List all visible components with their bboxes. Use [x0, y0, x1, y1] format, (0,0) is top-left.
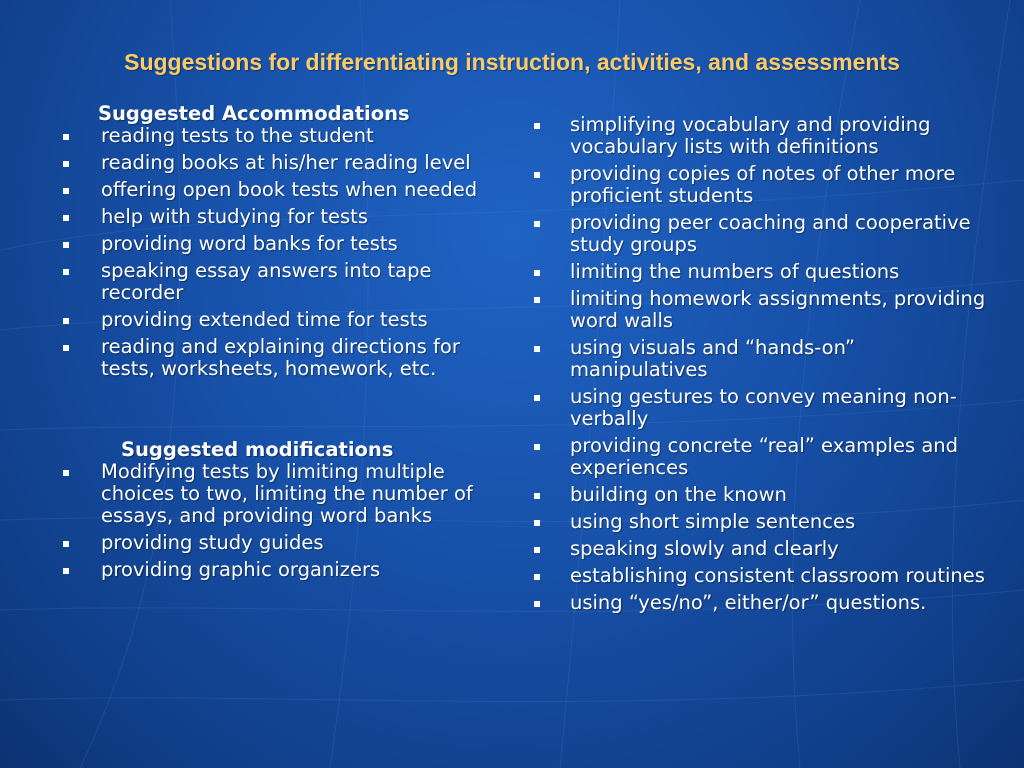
list-item: using gestures to convey meaning non-verbally	[526, 386, 986, 430]
list-item: providing concrete “real” examples and experiences	[526, 435, 986, 479]
list-item: establishing consistent classroom routines	[526, 565, 986, 587]
list-item: providing copies of notes of other more proficient students	[526, 163, 986, 207]
square-bullet-icon	[534, 172, 540, 178]
square-bullet-icon	[63, 215, 69, 221]
square-bullet-icon	[534, 547, 540, 553]
list-item: simplifying vocabulary and providing vocabulary lists with definitions	[526, 114, 986, 158]
right-column	[526, 114, 986, 619]
square-bullet-icon	[63, 188, 69, 194]
list-item: providing study guides	[55, 532, 505, 554]
list-item: limiting homework assignments, providing word walls	[526, 288, 986, 332]
list-item: reading books at his/her reading level	[55, 152, 505, 174]
list-item: providing word banks for tests	[55, 233, 505, 255]
left-column	[55, 103, 505, 586]
square-bullet-icon	[534, 493, 540, 499]
square-bullet-icon	[534, 221, 540, 227]
accommodations-list	[55, 125, 505, 380]
modifications-heading: Suggested modifications	[121, 438, 394, 461]
square-bullet-icon	[63, 134, 69, 140]
list-item: providing graphic organizers	[55, 559, 505, 581]
square-bullet-icon	[63, 345, 69, 351]
square-bullet-icon	[534, 601, 540, 607]
strategies-list	[526, 114, 986, 614]
square-bullet-icon	[63, 568, 69, 574]
square-bullet-icon	[534, 444, 540, 450]
list-item: building on the known	[526, 484, 986, 506]
square-bullet-icon	[63, 318, 69, 324]
square-bullet-icon	[63, 269, 69, 275]
list-item: help with studying for tests	[55, 206, 505, 228]
list-item: using “yes/no”, either/or” questions.	[526, 592, 986, 614]
square-bullet-icon	[534, 520, 540, 526]
square-bullet-icon	[534, 297, 540, 303]
list-item: speaking slowly and clearly	[526, 538, 986, 560]
list-item: Modifying tests by limiting multiple choices to two, limiting the number of essays, and providing word banks	[55, 461, 505, 527]
accommodations-heading: Suggested Accommodations	[98, 102, 410, 125]
square-bullet-icon	[534, 574, 540, 580]
list-item: offering open book tests when needed	[55, 179, 505, 201]
list-item: speaking essay answers into tape recorder	[55, 260, 505, 304]
square-bullet-icon	[534, 270, 540, 276]
square-bullet-icon	[534, 346, 540, 352]
square-bullet-icon	[63, 161, 69, 167]
slide-title: Suggestions for differentiating instruction, activities, and assessments	[124, 49, 900, 75]
list-item: reading tests to the student	[55, 125, 505, 147]
square-bullet-icon	[534, 123, 540, 129]
list-item: providing extended time for tests	[55, 309, 505, 331]
square-bullet-icon	[63, 541, 69, 547]
square-bullet-icon	[534, 395, 540, 401]
list-item: providing peer coaching and cooperative study groups	[526, 212, 986, 256]
square-bullet-icon	[63, 470, 69, 476]
square-bullet-icon	[63, 242, 69, 248]
modifications-list	[55, 461, 505, 581]
list-item: using visuals and “hands-on” manipulatives	[526, 337, 986, 381]
list-item: reading and explaining directions for tests, worksheets, homework, etc.	[55, 336, 505, 380]
list-item: using short simple sentences	[526, 511, 986, 533]
list-item: limiting the numbers of questions	[526, 261, 986, 283]
